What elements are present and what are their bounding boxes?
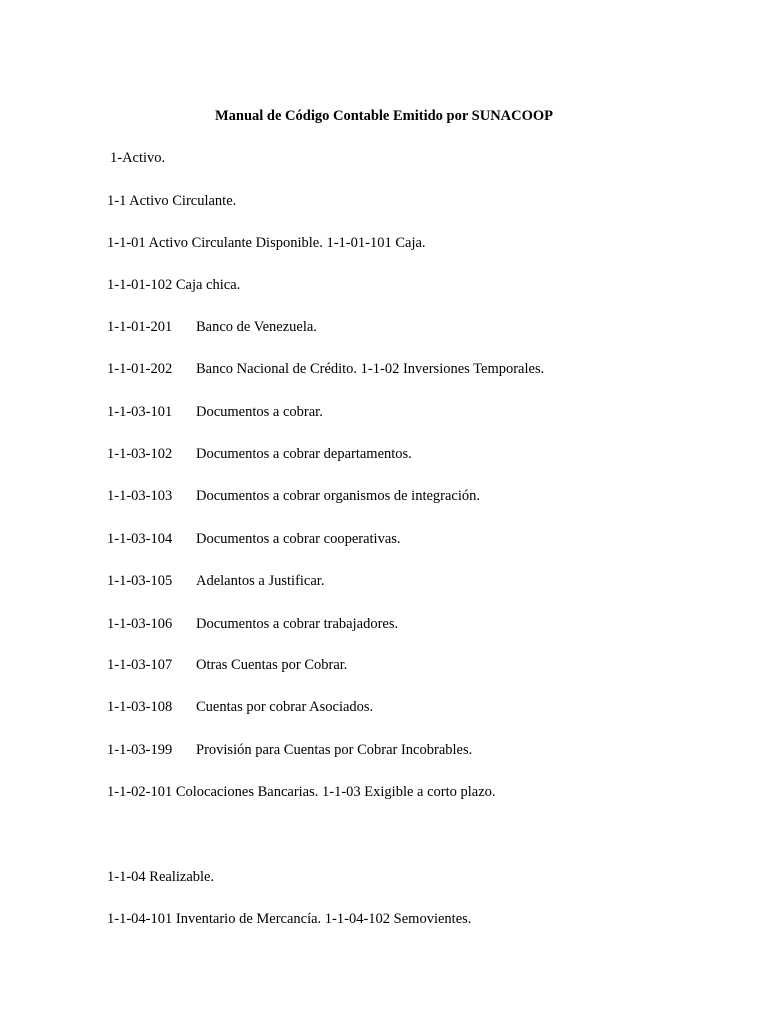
line-realizable [107,867,214,887]
account-description: Provisión para Cuentas por Cobrar Incobrables. [196,742,473,758]
account-code: 1-1-03-107 [107,657,173,673]
line-text: 1-1-01-102 Caja chica. [107,277,241,293]
account-code: 1-1-03-101 [107,404,173,420]
line-colocaciones [107,782,496,802]
document-title: Manual de Código Contable Emitido por SUNACOOP [214,108,554,124]
account-description: Otras Cuentas por Cobrar. [196,657,348,673]
account-description: Documentos a cobrar organismos de integración. [196,488,481,504]
line-documentos-organismos [107,486,480,506]
account-code: 1-1-03-105 [107,573,173,589]
line-adelantos [107,571,324,591]
line-inventario [107,909,471,929]
account-code: 1-1-03-103 [107,488,173,504]
account-code: 1-1-03-199 [107,742,173,758]
line-otras-cuentas [107,655,347,675]
account-description: Documentos a cobrar departamentos. [196,446,412,462]
line-text: 1-Activo. [110,150,166,166]
line-text: 1-1 Activo Circulante. [107,193,237,209]
line-banco-nacional [107,359,544,379]
line-text: 1-1-02-101 Colocaciones Bancarias. 1-1-03 Exigible a corto plazo. [107,784,496,800]
account-description: Documentos a cobrar cooperativas. [196,531,401,547]
account-code: 1-1-03-104 [107,531,173,547]
account-code: 1-1-01-201 [107,319,173,335]
account-code: 1-1-03-108 [107,699,173,715]
line-banco-venezuela [107,317,317,337]
account-description: Adelantos a Justificar. [196,573,325,589]
account-code: 1-1-01-202 [107,361,173,377]
account-description: Banco de Venezuela. [196,319,317,335]
line-caja-chica [107,275,240,295]
line-provision [107,740,472,760]
account-code: 1-1-03-102 [107,446,173,462]
account-description: Cuentas por cobrar Asociados. [196,699,374,715]
account-description: Documentos a cobrar trabajadores. [196,616,399,632]
line-activo [110,148,165,168]
account-description: Documentos a cobrar. [196,404,323,420]
line-documentos-trabajadores [107,614,398,634]
line-text: 1-1-04-101 Inventario de Mercancía. 1-1-04-102 Semovientes. [107,911,472,927]
line-activo-circulante-disponible [107,233,426,253]
line-text: 1-1-04 Realizable. [107,869,215,885]
line-documentos-cooperativas [107,529,401,549]
line-cuentas-asociados [107,697,373,717]
line-text: 1-1-01 Activo Circulante Disponible. 1-1-01-101 Caja. [107,235,426,251]
line-documentos-cobrar [107,402,323,422]
account-code: 1-1-03-106 [107,616,173,632]
line-documentos-departamentos [107,444,412,464]
account-description: Banco Nacional de Crédito. 1-1-02 Inversiones Temporales. [196,361,545,377]
line-activo-circulante [107,191,236,211]
